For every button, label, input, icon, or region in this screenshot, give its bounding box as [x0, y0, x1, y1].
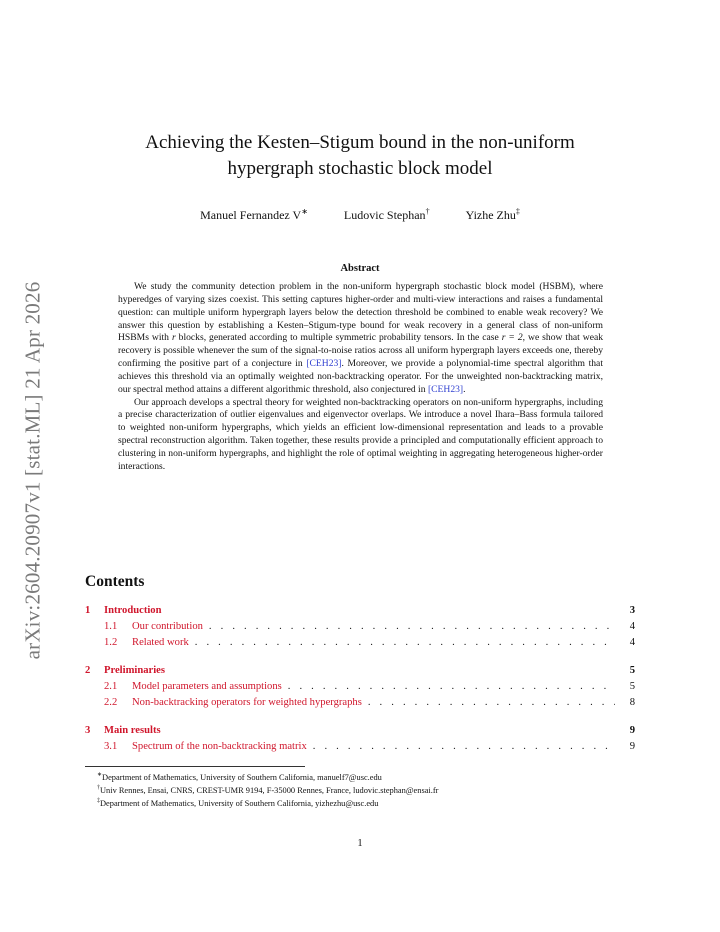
toc-page-number: 8	[629, 697, 635, 708]
page-number: 1	[357, 838, 363, 849]
abstract-body	[118, 281, 603, 474]
toc-leader-dots	[313, 741, 615, 752]
footnote	[97, 770, 637, 783]
toc-number: 2.1	[104, 681, 118, 692]
arxiv-identifier-text: arXiv:2604.20907v1 [stat.ML] 21 Apr 2026	[20, 281, 45, 659]
toc-number: 2.2	[104, 697, 118, 708]
toc-number: 1	[85, 605, 91, 616]
abstract-text: . Moreover, we provide a polynomial-time spectral algorithm that achieves this threshold via an optimally weighted non-backtracking operator. For the unweighted non-backtracking matrix, our spectral method attains a different algorithmic threshold, also conjectured in	[118, 358, 603, 395]
toc-subsection-entry[interactable]	[85, 621, 635, 637]
citation-link[interactable]: [CEH23]	[427, 383, 464, 395]
arxiv-identifier-stamp	[16, 250, 50, 690]
footnote	[97, 796, 637, 809]
toc-title-link[interactable]: Preliminaries	[104, 665, 165, 676]
table-of-contents	[85, 605, 635, 757]
abstract-text: .	[463, 383, 466, 395]
footnote-rule	[85, 766, 305, 767]
toc-title-link[interactable]: Non-backtracking operators for weighted hypergraphs	[132, 697, 362, 708]
toc-page-number: 3	[629, 605, 635, 616]
author-name: Ludovic Stephan	[343, 208, 426, 222]
toc-leader-dots	[195, 637, 615, 648]
abstract-heading: Abstract	[340, 263, 380, 274]
toc-subsection-entry[interactable]	[85, 637, 635, 653]
paper-title	[100, 130, 620, 182]
toc-number: 3	[85, 725, 91, 736]
footnote-text: Univ Rennes, Ensai, CNRS, CREST-UMR 9194, F-35000 Rennes, France, ludovic.stephan@ensai.fr	[100, 785, 439, 795]
abstract-text: , we show that weak recovery is possible whenever the sum of the signal-to-noise ratios across all uniform hypergraph layers exceeds one, thereby confirming the positive part of a conjecture in	[118, 332, 604, 370]
author-name: Yizhe Zhu	[465, 208, 516, 222]
abstract-text: blocks, generated according to multiple symmetric probability tensors. In the case	[175, 332, 502, 344]
toc-section-entry[interactable]	[85, 725, 635, 741]
toc-page-number: 5	[629, 665, 635, 676]
footnote-text: Department of Mathematics, University of Southern California, manuelf7@usc.edu	[102, 772, 382, 782]
author	[200, 207, 308, 223]
toc-leader-dots	[209, 621, 615, 632]
toc-title-link[interactable]: Model parameters and assumptions	[132, 681, 282, 692]
toc-title-link[interactable]: Introduction	[104, 605, 162, 616]
toc-page-number: 9	[629, 725, 635, 736]
toc-subsection-entry[interactable]	[85, 681, 635, 697]
toc-title-link[interactable]: Main results	[104, 725, 161, 736]
toc-title-link[interactable]: Related work	[132, 637, 189, 648]
toc-page-number: 5	[629, 681, 635, 692]
paper-title-line-1: Achieving the Kesten–Stigum bound in the non-uniform	[145, 132, 575, 153]
toc-section-entry[interactable]	[85, 605, 635, 621]
author	[466, 207, 520, 223]
footnote-text: Department of Mathematics, University of Southern California, yizhezhu@usc.edu	[100, 798, 379, 808]
abstract-paragraph	[118, 281, 603, 397]
toc-leader-dots	[368, 697, 615, 708]
footnote-mark: ∗	[97, 772, 103, 778]
toc-page-number: 4	[629, 637, 635, 648]
toc-number: 1.1	[104, 621, 118, 632]
math-variable: r	[171, 332, 176, 344]
toc-title-link[interactable]: Spectrum of the non-backtracking matrix	[132, 741, 307, 752]
paper-title-line-2: hypergraph stochastic block model	[227, 158, 493, 179]
contents-heading: Contents	[85, 573, 145, 590]
author-footnote-mark[interactable]: †	[425, 207, 430, 216]
author-footnote-mark[interactable]: ‡	[515, 207, 520, 216]
author-footnote-mark[interactable]: ∗	[301, 207, 308, 216]
footnote-mark: ‡	[97, 798, 100, 805]
author-name: Manuel Fernandez V	[200, 208, 302, 222]
author-list	[100, 207, 620, 223]
footnote	[97, 783, 637, 796]
abstract-paragraph: Our approach develops a spectral theory for weighted non-backtracking operators on non-uniform hypergraphs, including a precise characterization of outlier eigenvalues and eigenvector overlaps. We introduce a novel Ihara–Bass formula tailored to weighted non-uniform hypergraphs, which yields an efficient low-dimensional representation and leads to a provable spectral reconstruction algorithm. Taken together, these results provide a principled and computationally efficient approach to clustering in non-uniform hypergraphs, and highlight the role of optimal weighting in aggregating heterogeneous higher-order interactions.	[118, 396, 603, 472]
author	[344, 207, 430, 223]
abstract-text: We study the community detection problem in the non-uniform hypergraph stochastic block model (HSBM), where hyperedges of varying sizes coexist. This setting captures higher-order and multi-view interactions and raises a fundamental question: can multiple uniform hypergraph layers below the detection threshold be combined to enable weak recovery? We answer this question by establishing a Kesten–Stigum-type bound for weak recovery in a general class of non-uniform HSBMs with	[118, 281, 603, 344]
citation-link[interactable]: [CEH23]	[306, 358, 342, 370]
footnote-mark: †	[97, 785, 100, 792]
toc-subsection-entry[interactable]	[85, 741, 635, 757]
toc-leader-dots	[288, 681, 615, 692]
toc-page-number: 4	[629, 621, 635, 632]
toc-page-number: 9	[629, 741, 635, 752]
toc-number: 1.2	[104, 637, 118, 648]
toc-title-link[interactable]: Our contribution	[132, 621, 203, 632]
toc-number: 3.1	[104, 741, 118, 752]
footnotes	[97, 770, 637, 809]
math-equation: r = 2	[501, 332, 523, 344]
toc-section-entry[interactable]	[85, 665, 635, 681]
toc-subsection-entry[interactable]	[85, 697, 635, 713]
toc-number: 2	[85, 665, 91, 676]
